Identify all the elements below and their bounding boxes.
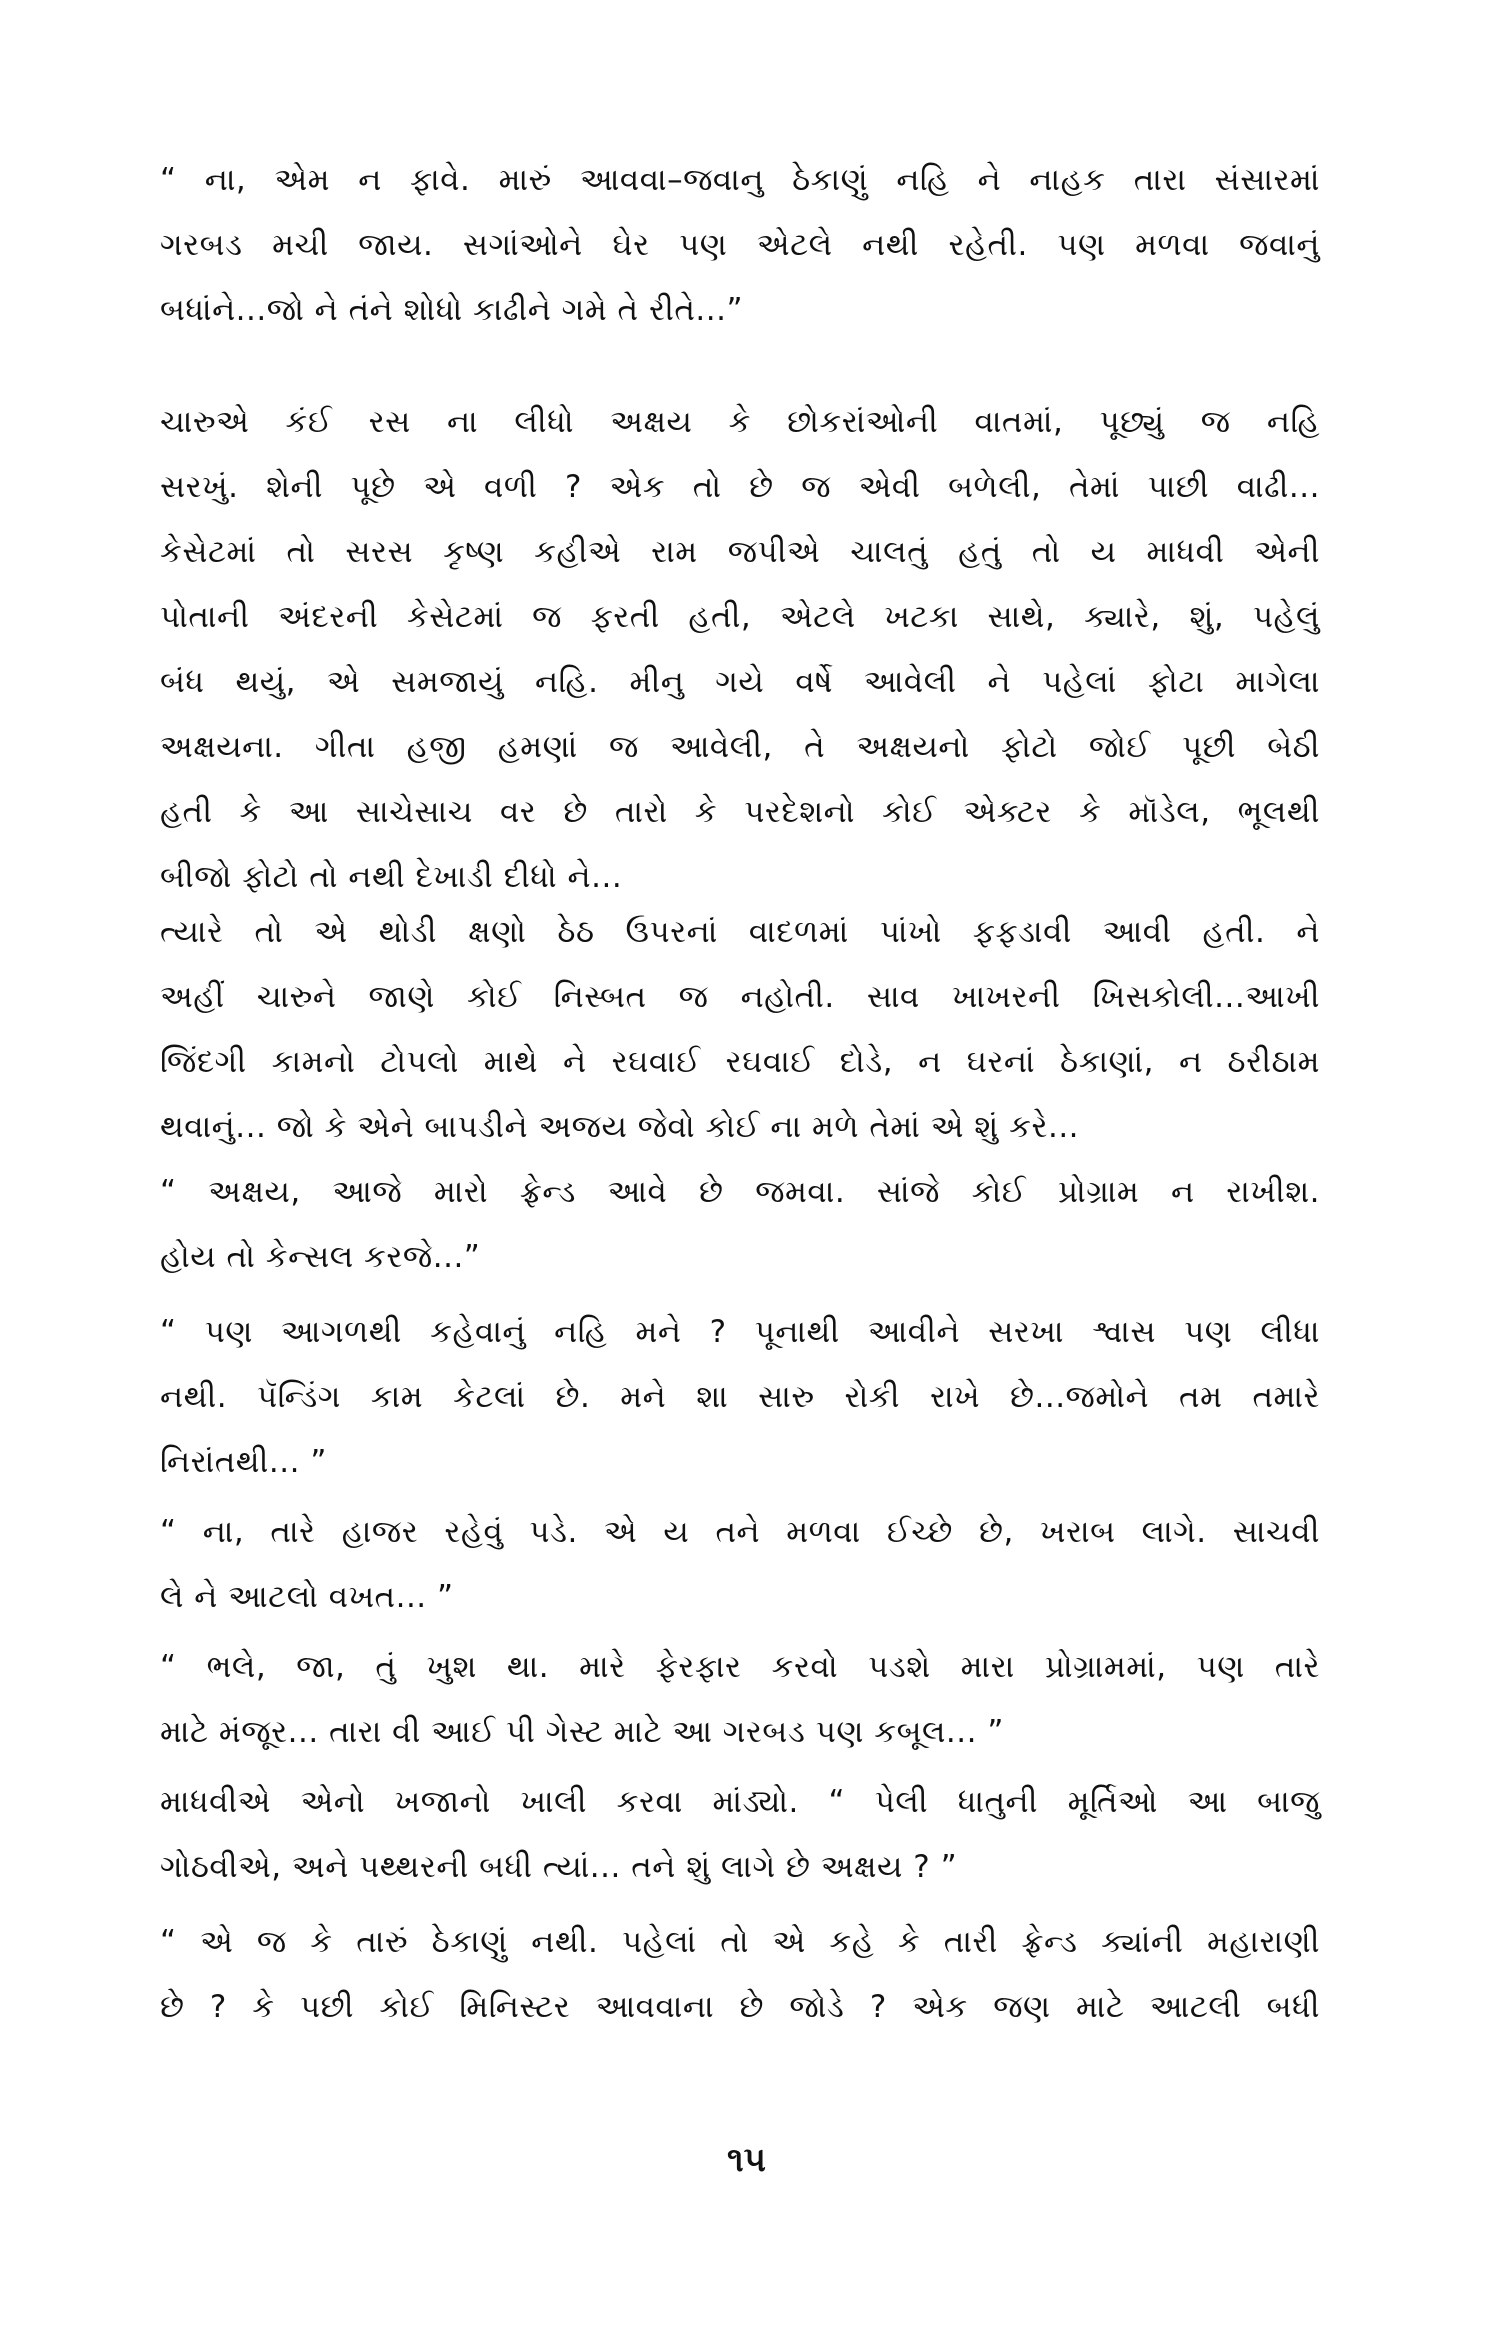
text-line: સરખું. શેની પૂછે એ વળી ? એક તો છે જ એવી બળેલી, તેમાં પાછી વાઢી... [160, 469, 1320, 505]
text-line: “ ના, તારે હાજર રહેવું પડે. એ ય તને મળવા ઈચ્છે છે, ખરાબ લાગે. સાચવી [160, 1514, 1320, 1550]
paragraph-7 [160, 1635, 1320, 1765]
paragraph-3 [160, 900, 1320, 1160]
text-line: “ એ જ કે તારું ઠેકાણું નથી. પહેલાં તો એ કહે કે તારી ફ્રેન્ડ ક્યાંની મહારાણી [160, 1924, 1320, 1960]
text-line: નથી. પૅન્ડિંગ કામ કેટલાં છે. મને શા સારુ રોકી રાખે છે...જમોને તમ તમારે [160, 1379, 1320, 1415]
text-line: નિરાંતથી... ” [160, 1444, 327, 1480]
text-line: બધાંને...જો ને તંને શોધો કાઢીને ગમે તે રીતે...” [160, 292, 744, 328]
text-line: કેસેટમાં તો સરસ કૃષ્ણ કહીએ રામ જપીએ ચાલતું હતું તો ય માધવી એની [160, 534, 1320, 570]
text-line: અક્ષયના. ગીતા હજી હમણાં જ આવેલી, તે અક્ષયનો ફોટો જોઈ પૂછી બેઠી [160, 729, 1320, 765]
paragraph-2 [160, 390, 1320, 910]
text-line: હોય તો કેન્સલ કરજે...” [160, 1239, 481, 1275]
paragraph-4 [160, 1160, 1320, 1290]
paragraph-9 [160, 1910, 1320, 2040]
text-line: હતી કે આ સાચેસાચ વર છે તારો કે પરદેશનો કોઈ એક્ટર કે મૉડેલ, ભૂલથી [160, 794, 1320, 830]
text-line: બંધ થયું, એ સમજાયું નહિ. મીનુ ગયે વર્ષે આવેલી ને પહેલાં ફોટા માગેલા [160, 664, 1320, 700]
text-line: “ અક્ષય, આજે મારો ફ્રેન્ડ આવે છે જમવા. સાંજે કોઈ પ્રોગ્રામ ન રાખીશ. [160, 1174, 1320, 1210]
text-line: માધવીએ એનો ખજાનો ખાલી કરવા માંડ્યો. “ પેલી ધાતુની મૂર્તિઓ આ બાજુ [160, 1784, 1320, 1820]
text-line: ચારુએ કંઈ રસ ના લીધો અક્ષય કે છોકરાંઓની વાતમાં, પૂછ્યું જ નહિ [160, 404, 1320, 440]
text-line: “ પણ આગળથી કહેવાનું નહિ મને ? પૂનાથી આવીને સરખા શ્વાસ પણ લીધા [160, 1314, 1320, 1350]
text-line: ત્યારે તો એ થોડી ક્ષણો ઠેઠ ઉપરનાં વાદળમાં પાંખો ફફડાવી આવી હતી. ને [160, 914, 1320, 950]
text-line: “ ભલે, જા, તું ખુશ થા. મારે ફેરફાર કરવો પડશે મારા પ્રોગ્રામમાં, પણ તારે [160, 1649, 1320, 1685]
page-number: ૧૫ [727, 2140, 766, 2180]
text-line: બીજો ફોટો તો નથી દેખાડી દીધો ને... [160, 859, 623, 895]
text-line: થવાનું... જો કે એને બાપડીને અજય જેવો કોઈ ના મળે તેમાં એ શું કરે... [160, 1109, 1080, 1145]
text-line: છે ? કે પછી કોઈ મિનિસ્ટર આવવાના છે જોડે ? એક જણ માટે આટલી બધી [160, 1989, 1320, 2025]
paragraph-8 [160, 1770, 1320, 1900]
text-line: ગરબડ મચી જાય. સગાંઓને ઘેર પણ એટલે નથી રહેતી. પણ મળવા જવાનું [160, 227, 1320, 263]
text-line: પોતાની અંદરની કેસેટમાં જ ફરતી હતી, એટલે ખટકા સાથે, ક્યારે, શું, પહેલું [160, 599, 1320, 635]
paragraph-6 [160, 1500, 1320, 1630]
text-line: માટે મંજૂર... તારા વી આઈ પી ગેસ્ટ માટે આ ગરબડ પણ કબૂલ... ” [160, 1714, 1004, 1750]
paragraph-1 [160, 148, 1320, 343]
text-line: “ ના, એમ ન ફાવે. મારું આવવા–જવાનુ ઠેકાણું નહિ ને નાહક તારા સંસારમાં [160, 162, 1320, 198]
text-line: જિંદગી કામનો ટોપલો માથે ને રઘવાઈ રઘવાઈ દોડે, ન ઘરનાં ઠેકાણાં, ન ઠરીઠામ [160, 1044, 1320, 1080]
text-line: ગોઠવીએ, અને પથ્થરની બધી ત્યાં... તને શું લાગે છે અક્ષય ? ” [160, 1849, 958, 1885]
text-line: અહીં ચારુને જાણે કોઈ નિસ્બત જ નહોતી. સાવ ખાખરની ખિસકોલી...આખી [160, 979, 1320, 1015]
text-line: લે ને આટલો વખત... ” [160, 1579, 454, 1615]
paragraph-5 [160, 1300, 1320, 1495]
